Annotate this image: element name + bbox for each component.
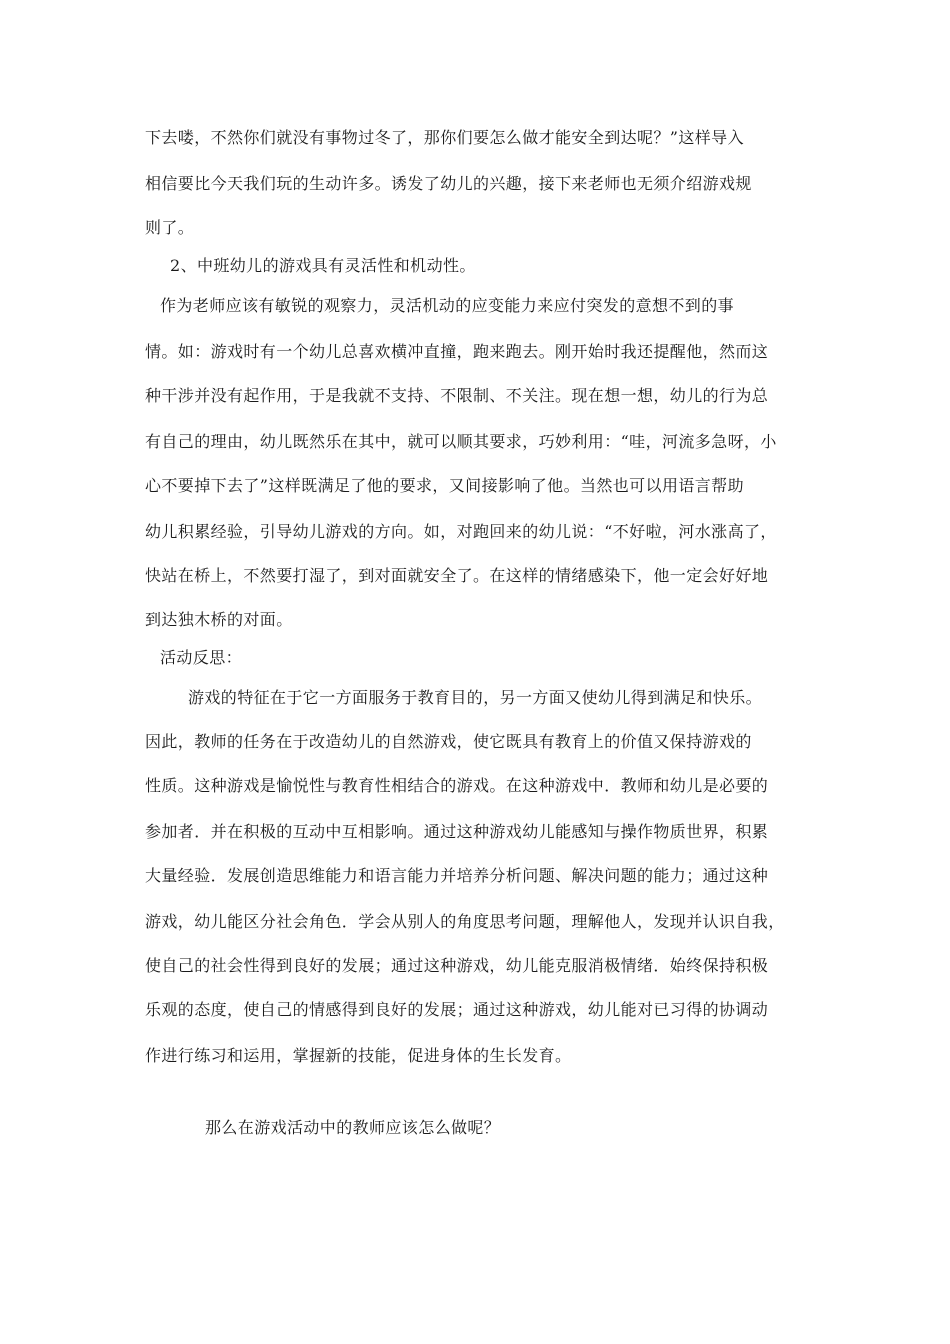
text-line: 相信要比今天我们玩的生动许多。诱发了幼儿的兴趣，接下来老师也无须介绍游戏规 xyxy=(145,174,752,193)
text-line: 作进行练习和运用，掌握新的技能，促进身体的生长发育。 xyxy=(145,1046,572,1065)
text-line: 心不要掉下去了”这样既满足了他的要求，又间接影响了他。当然也可以用语言帮助 xyxy=(145,476,744,495)
text-line: 使自己的社会性得到良好的发展；通过这种游戏，幼儿能克服消极情绪．始终保持积极 xyxy=(145,956,769,975)
text-line: 作为老师应该有敏锐的观察力，灵活机动的应变能力来应付突发的意想不到的事 xyxy=(160,296,735,315)
text-line: 性质。这种游戏是愉悦性与教育性相结合的游戏。在这种游戏中．教师和幼儿是必要的 xyxy=(145,776,769,795)
text-line: 到达独木桥的对面。 xyxy=(145,610,293,629)
text-line: 情。如：游戏时有一个幼儿总喜欢横冲直撞，跑来跑去。刚开始时我还提醒他，然而这 xyxy=(145,342,769,361)
text-line: 因此，教师的任务在于改造幼儿的自然游戏，使它既具有教育上的价值又保持游戏的 xyxy=(145,732,752,751)
text-line: 种干涉并没有起作用，于是我就不支持、不限制、不关注。现在想一想，幼儿的行为总 xyxy=(145,386,769,405)
section-heading: 2、中班幼儿的游戏具有灵活性和机动性。 xyxy=(170,256,476,275)
text-line: 乐观的态度，使自己的情感得到良好的发展；通过这种游戏，幼儿能对已习得的协调动 xyxy=(145,1000,769,1019)
text-line: 幼儿积累经验，引导幼儿游戏的方向。如，对跑回来的幼儿说：“不好啦，河水涨高了， xyxy=(145,522,777,541)
text-line: 则了。 xyxy=(145,218,195,237)
text-line: 大量经验．发展创造思维能力和语言能力并培养分析问题、解决问题的能力；通过这种 xyxy=(145,866,769,885)
text-line: 游戏的特征在于它一方面服务于教育目的，另一方面又使幼儿得到满足和快乐。 xyxy=(188,688,763,707)
text-line: 有自己的理由，幼儿既然乐在其中，就可以顺其要求，巧妙利用：“哇，河流多急呀，小 xyxy=(145,432,777,451)
section-heading: 活动反思： xyxy=(160,648,243,667)
text-line: 参加者．并在积极的互动中互相影响。通过这种游戏幼儿能感知与操作物质世界，积累 xyxy=(145,822,769,841)
text-line: 快站在桥上，不然要打湿了，到对面就安全了。在这样的情绪感染下，他一定会好好地 xyxy=(145,566,769,585)
closing-question: 那么在游戏活动中的教师应该怎么做呢？ xyxy=(205,1118,501,1137)
text-line: 游戏，幼儿能区分社会角色．学会从别人的角度思考问题，理解他人，发现并认识自我， xyxy=(145,912,785,931)
text-line: 下去喽，不然你们就没有事物过冬了，那你们要怎么做才能安全到达呢？”这样导入 xyxy=(145,128,744,147)
